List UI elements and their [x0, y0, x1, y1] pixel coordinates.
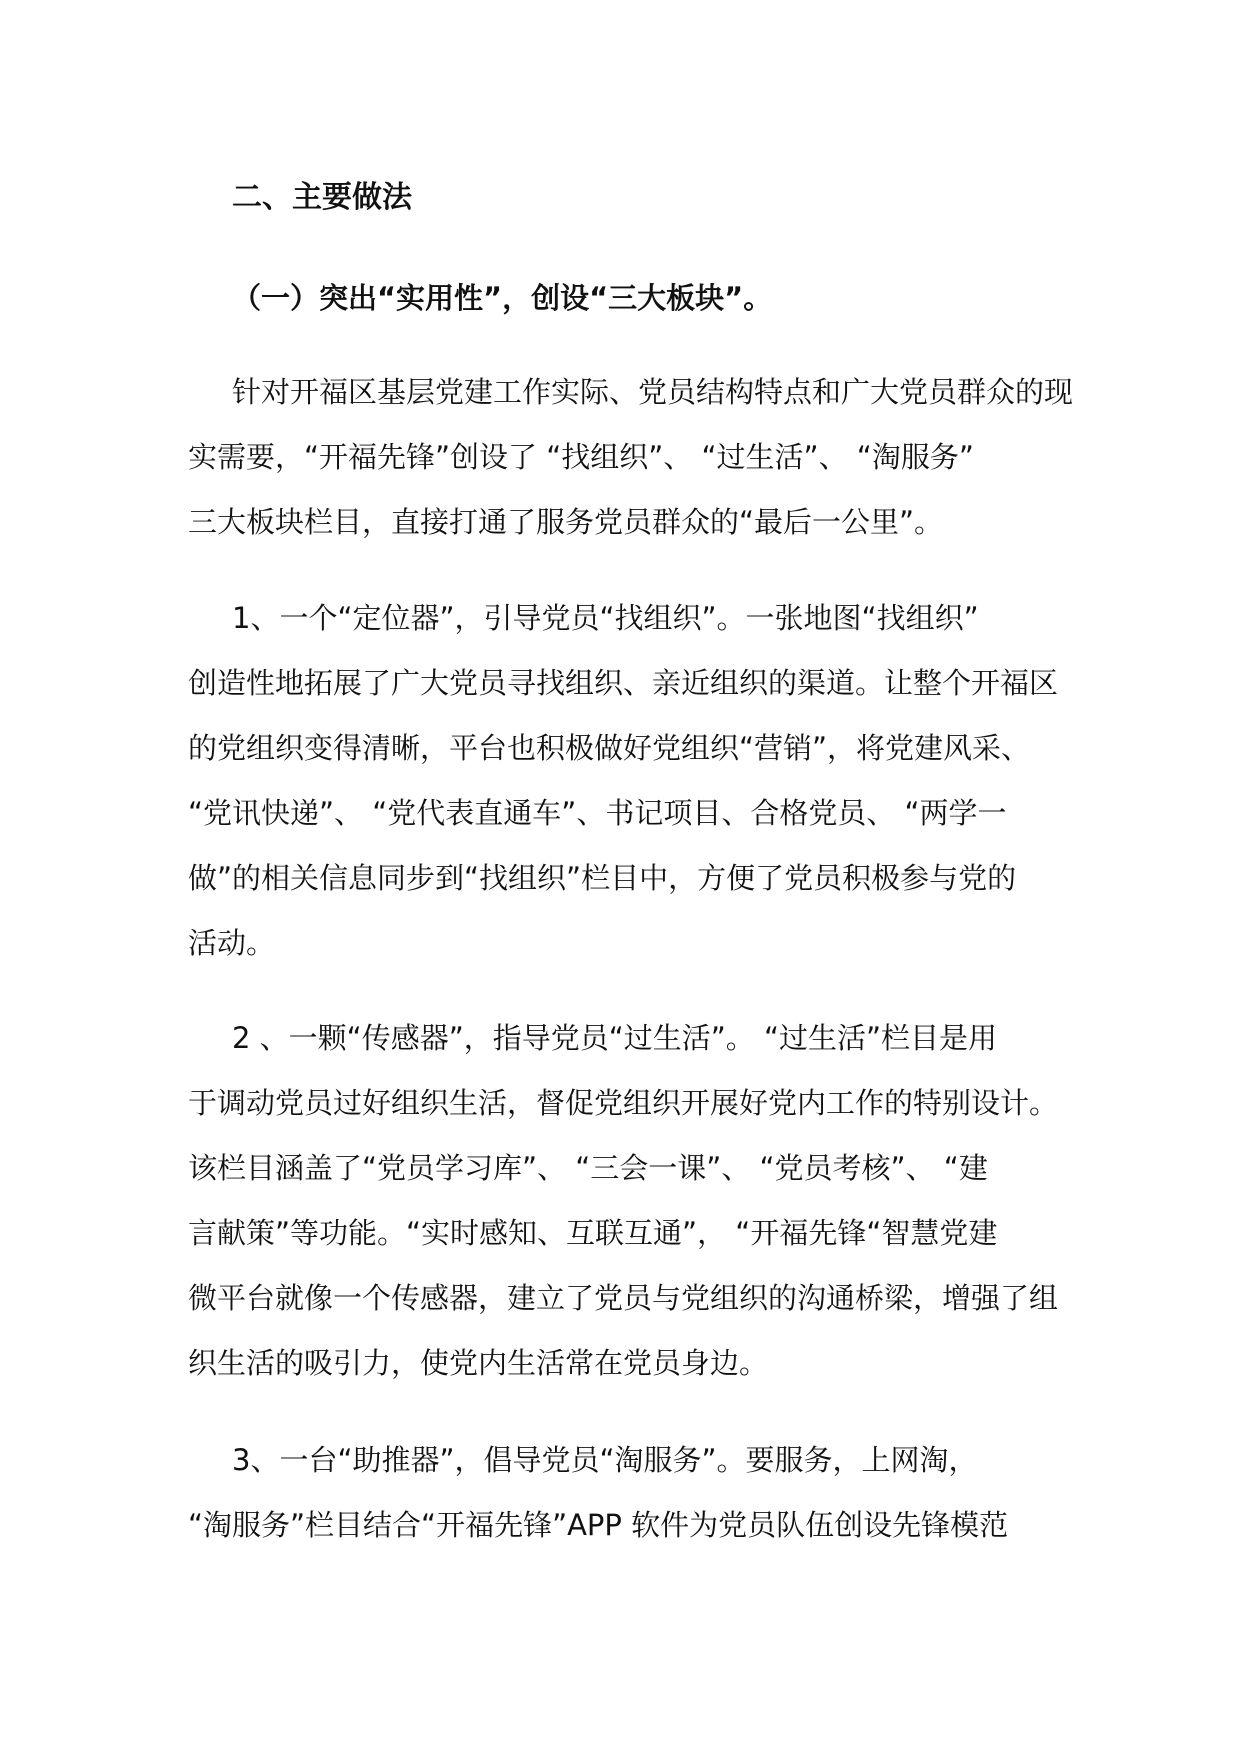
- paragraph-line: 织生活的吸引力，使党内生活常在党员身边。: [188, 1346, 769, 1380]
- paragraph-line: 该栏目涵盖了“党员学习库”、 “三会一课”、 “党员考核”、 “建: [188, 1151, 988, 1185]
- paragraph-line: 2 、一颗“传感器”，指导党员“过生活”。 “过生活”栏目是用: [232, 1021, 998, 1055]
- paragraph-booster: [188, 1428, 1048, 1558]
- section-heading: 二、主要做法: [232, 180, 412, 215]
- paragraph-line: “党讯快递”、 “党代表直通车”、书记项目、合格党员、 “两学一: [188, 796, 1007, 830]
- paragraph-line: 活动。: [188, 926, 276, 960]
- paragraph-sensor: [188, 1006, 1059, 1396]
- paragraph-intro: [188, 360, 1074, 555]
- paragraph-line: 针对开福区基层党建工作实际、党员结构特点和广大党员群众的现: [232, 375, 1074, 409]
- paragraph-line: 言献策”等功能。“实时感知、互联互通”， “开福先锋“智慧党建: [188, 1216, 998, 1250]
- paragraph-line: 微平台就像一个传感器，建立了党员与党组织的沟通桥梁，增强了组: [188, 1281, 1059, 1315]
- paragraph-locator: [188, 586, 1059, 976]
- paragraph-line: 做”的相关信息同步到“找组织”栏目中，方便了党员积极参与党的: [188, 861, 1017, 895]
- paragraph-line: 实需要，“开福先锋”创设了 “找组织”、 “过生活”、 “淘服务”: [188, 440, 974, 474]
- paragraph-line: 1、一个“定位器”，引导党员“找组织”。一张地图“找组织”: [232, 601, 979, 635]
- paragraph-line: 3、一台“助推器”，倡导党员“淘服务”。要服务，上网淘，: [232, 1443, 978, 1477]
- paragraph-line: 的党组织变得清晰，平台也积极做好党组织“营销”，将党建风采、: [188, 731, 1031, 765]
- paragraph-line: “淘服务”栏目结合“开福先锋”APP 软件为党员队伍创设先锋模范: [188, 1508, 1009, 1542]
- paragraph-line: 创造性地拓展了广大党员寻找组织、亲近组织的渠道。让整个开福区: [188, 666, 1059, 700]
- paragraph-line: 于调动党员过好组织生活，督促党组织开展好党内工作的特别设计。: [188, 1086, 1059, 1120]
- subsection-heading: （一）突出“实用性”，创设“三大板块”。: [232, 281, 773, 315]
- paragraph-line: 三大板块栏目，直接打通了服务党员群众的“最后一公里”。: [188, 505, 944, 539]
